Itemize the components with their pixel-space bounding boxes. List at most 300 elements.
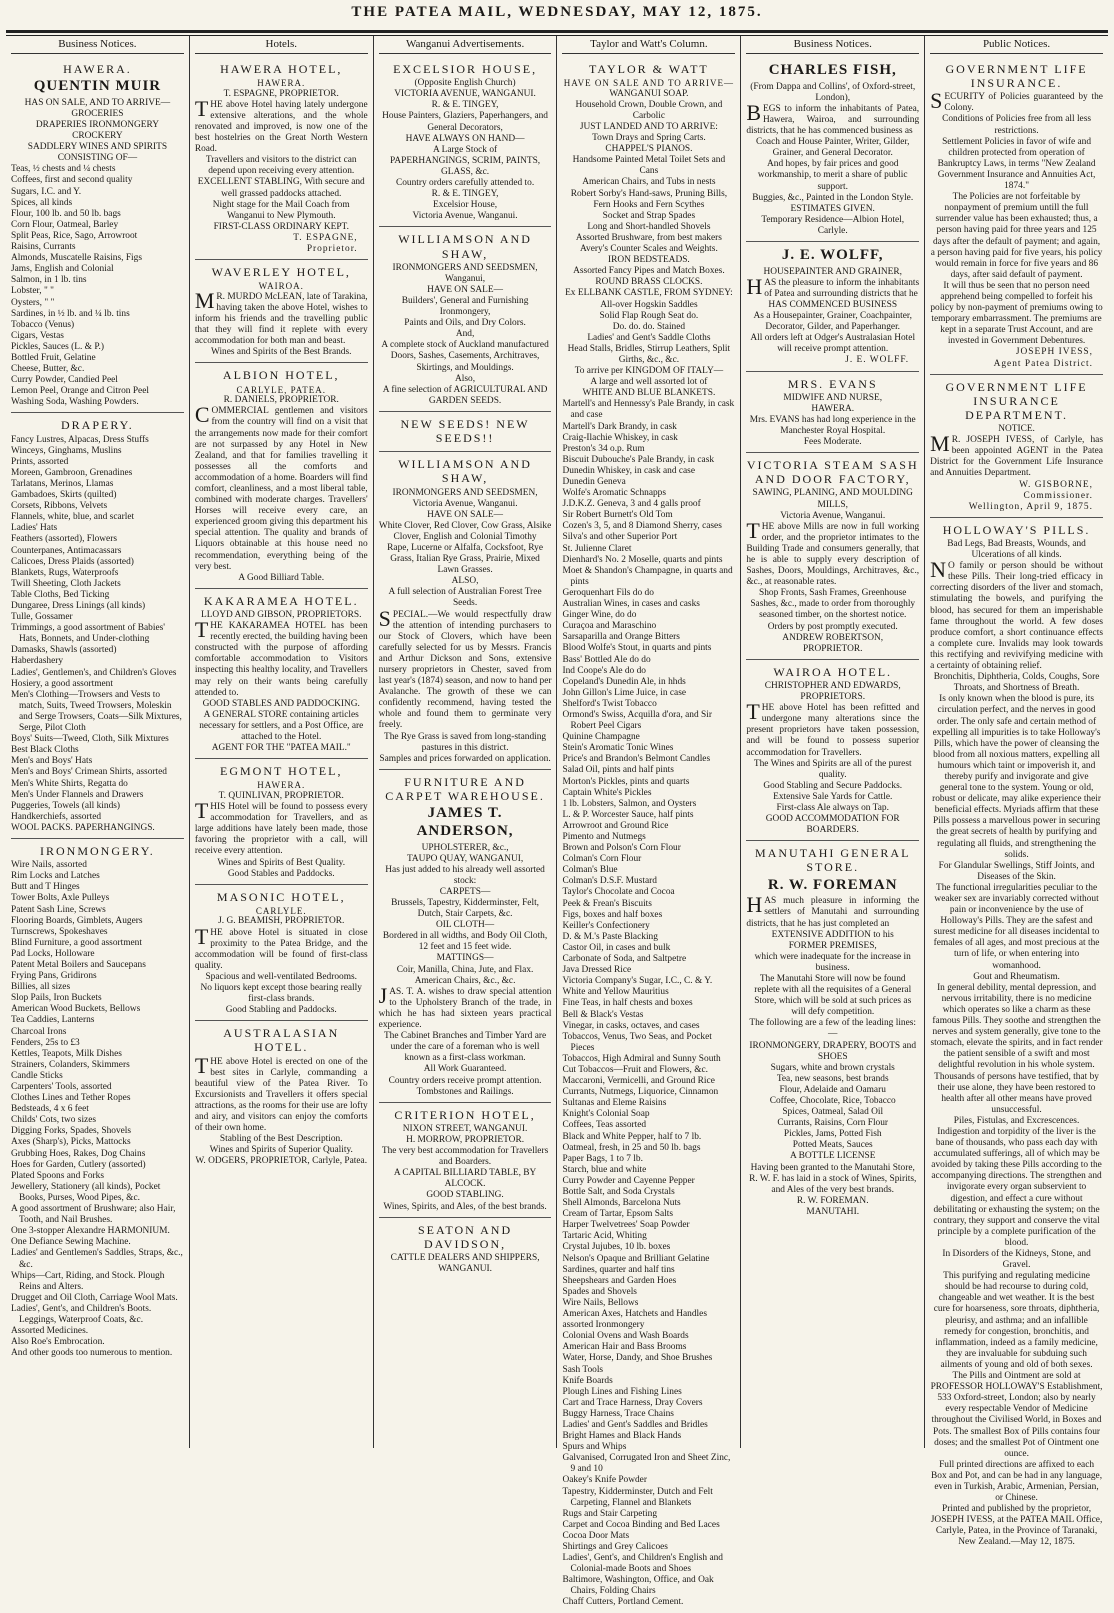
list-item: Baltimore, Washington, Office, and Oak Chairs, Folding Chairs (562, 1575, 714, 1597)
list-item: Flannels, white, blue, and scarlet (11, 512, 135, 523)
list-item: Pickles, Sauces (L. & P.) (11, 341, 104, 352)
ad-line: All Work Guaranteed. (423, 1064, 507, 1075)
list-item: A good assortment of Brushware; also Hair, Tooth, and Nail Brushes. (11, 1204, 176, 1226)
list-item: Pimento and Nutmegs (562, 832, 646, 843)
column-2 (374, 36, 558, 1448)
list-item: Knife Boards (562, 1375, 613, 1386)
ad-line: American Chairs, and Tubs in nests (582, 177, 716, 188)
list-item: Flour, 100 lb. and 50 lb. bags (11, 208, 121, 219)
column-heading: Hotels. (195, 38, 368, 54)
ad-title: GOVERNMENT LIFE INSURANCE. (945, 61, 1088, 91)
list-item: Best Black Cloths (11, 745, 79, 756)
column-heading: Business Notices. (746, 38, 919, 54)
ad-line: R. DANIELS, PROPRIETOR. (223, 395, 339, 406)
list-item: Sardines, in ½ lb. and ¼ lb. tins (11, 308, 130, 319)
advertisement (746, 372, 919, 454)
list-item: Curry Powder and Cayenne Pepper (562, 1175, 695, 1186)
list-item: Ladies', Gent's, and Children's Boots. Leggings, Waterproof Coats, &c. (11, 1303, 152, 1325)
ad-line: Wines and Spirits of Superior Quality. (209, 1145, 353, 1156)
list-item: Stein's Aromatic Tonic Wines (562, 743, 674, 754)
ad-title: WAVERLEY HOTEL, (211, 265, 351, 280)
ad-line: IRONMONGERY, DRAPERY, BOOTS and SHOES (749, 1040, 917, 1062)
list-item: Ladies' and Gent's Saddles and Bridles (562, 1419, 708, 1430)
list-item: Tulle, Gossamer (11, 612, 73, 623)
ad-line: Is only known when the blood is pure, its circulation perfect, and the nerves in good order. The only safe and certain method of expelling all impurities is to take Holloway's Pills, which have the power of cleansing the blood from all noxious matters, expelling all humours which taint or impoverish it, and thereby purify and invigorate and give general tone to the system. Young or old, robust or delicate, may alike experience their beneficial effects. Myriads affirm that these Pills possess a marvellous power in securing the great secrets of health by purifying and regulating all fluids, and strengthening the solids. (932, 694, 1102, 860)
ad-line: IRON BEDSTEADS. (608, 255, 690, 266)
list-item: Moreen, Gambroon, Grenadines (11, 467, 133, 478)
ad-line: Tombstones and Railings. (416, 1086, 514, 1097)
list-item: Trimmings, a good assortment of Babies' Hats, Bonnets, and Under-clothing (11, 623, 165, 645)
ad-line: Full printed directions are affixed to each Box and Pot, and can be had in any language, even in Turkish, Arabic, Armenian, Persian, or Chinese. (931, 1459, 1103, 1504)
ad-line: A CAPITAL BILLIARD TABLE, BY ALCOCK. (393, 1168, 537, 1190)
list-item: Oakey's Knife Powder (562, 1475, 647, 1486)
list-item: Damasks, Shawls (assorted) (11, 645, 117, 656)
ad-title: FURNITURE AND CARPET WAREHOUSE. (385, 774, 545, 803)
ad-line: The Wines and Spirits are all of the purest quality. (753, 758, 912, 780)
ad-signature: JOSEPH IVESS, (1015, 347, 1093, 358)
ad-line: Bad Legs, Bad Breasts, Wounds, and Ulcerations of all kinds. (947, 539, 1086, 561)
advertisement (746, 660, 919, 841)
ad-line: PROPRIETORS. (800, 692, 866, 703)
ad-body: HAS much pleasure in informing the settlers of Manutahi and surrounding districts, that he has just completed an (746, 892, 920, 929)
ad-line: Ex ELLBANK CASTLE, FROM SYDNEY: (565, 288, 733, 299)
ad-line: OIL CLOTH— (435, 920, 495, 931)
ad-title: SEATON AND DAVIDSON, (418, 1222, 513, 1251)
ad-body: JAS. T. A. wishes to draw special attention to the Upholstery Branch of the trade, in which he has had sixteen years practical experience. (378, 982, 552, 1031)
ad-name: CHARLES FISH, (768, 61, 897, 78)
ad-line: Potted Meats, Sauces (792, 1140, 873, 1151)
ad-line: Coach and House Painter, Writer, Gilder, Grainer, and General Decorator. (755, 137, 910, 159)
list-item: Curry Powder, Candied Peel (11, 375, 118, 386)
ad-line: The very best accommodation for Travellers and Boarders. (381, 1146, 549, 1168)
advertisement (11, 413, 184, 839)
ad-title: IRONMONGERY. (40, 843, 155, 858)
ad-line: TAUPO QUAY, WANGANUI, (406, 853, 524, 864)
ad-line: First-class Ale always on Tap. (776, 803, 889, 814)
list-item: Tapestry, Kidderminster, Dutch and Felt Carpeting, Flannel and Blankets (562, 1486, 713, 1508)
ad-line: A Large Stock of (433, 144, 498, 155)
list-item: Ladies' and Gentlemen's Saddles, Straps, &c., &c. (11, 1248, 183, 1270)
list-item: Sarsaparilla and Orange Bitters (562, 632, 680, 643)
list-item: Tarlatans, Merinos, Llamas (11, 478, 114, 489)
ad-line: Tea, new seasons, best brands (776, 1073, 889, 1084)
ad-line: Wanganui, (445, 273, 486, 284)
ad-line: Good Stabling and Secure Paddocks. (763, 780, 903, 791)
ad-line: Good Stabling and Paddocks. (225, 1005, 337, 1016)
list-item: L. & P. Worcester Sauce, half pints (562, 809, 694, 820)
list-item: Australian Wines, in cases and casks (562, 599, 700, 610)
list-item: Colman's Blue (562, 865, 618, 876)
list-item: Handkerchiefs, assorted (11, 811, 102, 822)
list-item: Java Dressed Rice (562, 965, 632, 976)
list-item: Wire Nails, Bellows (562, 1297, 639, 1308)
ad-title: HOLLOWAY'S PILLS. (942, 522, 1091, 537)
list-item: Lemon Peel, Orange and Citron Peel (11, 386, 149, 397)
list-item: Plough Lines and Fishing Lines (562, 1386, 682, 1397)
list-item: Blankets, Rugs, Waterproofs (11, 567, 119, 578)
ad-line: And hopes, by fair prices and good workmanship, to merit a share of public support. (757, 159, 908, 192)
advertisement (195, 589, 368, 759)
list-item: Black and White Pepper, half to 7 lb. (562, 1131, 702, 1142)
list-item: Keiller's Confectionery (562, 920, 650, 931)
list-item: Men's and Boys' Crimean Shirts, assorted (11, 767, 167, 778)
ad-line: The Pills and Ointment are sold at PROFESSOR HOLLOWAY'S Establishment, 533 Oxford-street, London; also by nearly every respectable Vendor of Medicine throughout the Civilised World, in Boxes and Pots. The smallest Box of Pills contains four doses; and the smallest Pot of Ointment one ounce. (930, 1371, 1103, 1459)
advertisement (379, 227, 552, 412)
ad-line: ALSO, (451, 576, 479, 587)
list-item: Men's White Shirts, Regatta do (11, 778, 128, 789)
ad-line: Coir, Manilla, China, Jute, and Flax. (396, 964, 534, 975)
ad-line: Solid Flap Rough Seat do. (599, 310, 699, 321)
list-item: Moet & Shandon's Champagne, in quarts and pints (562, 565, 733, 587)
ad-line: WANGANUI SOAP. (609, 88, 689, 99)
list-item: Bright Hames and Black Hands (562, 1431, 682, 1442)
list-item: Candle Sticks (11, 1070, 63, 1081)
ad-line: Spacious and well-ventilated Bedrooms. (205, 971, 357, 982)
ad-signature: Commissioner. (1023, 490, 1093, 501)
list-item: Arrowroot and Ground Rice (562, 820, 669, 831)
ad-line: Bronchitis, Diphtheria, Colds, Coughs, Sore Throats, and Shortness of Breath. (933, 672, 1100, 694)
ad-title: VICTORIA STEAM SASH AND DOOR FACTORY, (746, 458, 919, 487)
list-item: American Hair and Bass Brooms (562, 1342, 687, 1353)
ad-title: HAWERA. (63, 61, 132, 76)
list-item: Fancy Lustres, Alpacas, Dress Stuffs (11, 434, 149, 445)
list-item: Bass' Bottled Ale do do (562, 654, 651, 665)
ad-line: Bordered in all widths, and Body Oil Cloth, 12 feet and 15 feet wide. (382, 931, 548, 953)
list-item: Bottle Salt, and Soda Crystals (562, 1187, 675, 1198)
ad-line: IRONMONGERS AND SEEDSMEN, (392, 262, 538, 273)
ad-line: Fees Moderate. (803, 437, 862, 448)
list-item: Galvanised, Corrugated Iron and Sheet Zinc, 9 and 10 (562, 1453, 731, 1475)
list-item: Price's and Brandon's Belmont Candles (562, 754, 711, 765)
ad-body: COMMERCIAL gentlemen and visitors from the country will find on a visit that the arrangements now made for their comfort are not surpassed by any Hotel in New Zealand, and that for families travelling it possesses all the comforts and accommodation of a home. Boarders will find comfort, cleanliness, and a most liberal table, combined with moderate charges. Travellers' Horses will receive every care, an experienced groom giving this department his special attention. The quality and brands of Liquors obtainable at this house need no recommendation, everything being of the very best. (194, 402, 368, 572)
list-item: Slop Pails, Iron Buckets (11, 993, 102, 1004)
ad-line: which were inadequate for the increase in business. (754, 951, 911, 973)
list-item: Wolfe's Aromatic Schnapps (562, 488, 667, 499)
ad-line: Conditions of Policies free from all less restrictions. (942, 114, 1092, 136)
ad-line: Samples and prices forwarded on application. (379, 753, 551, 764)
advertisement (195, 260, 368, 363)
list-item: Pad Locks, Holloware (11, 948, 95, 959)
advertisement (746, 841, 919, 1222)
ad-line: Also, (455, 373, 476, 384)
ad-line: Household Crown, Double Crown, and Carbolic (575, 99, 723, 121)
ad-title: WAIROA HOTEL. (773, 664, 893, 679)
advertisement (195, 57, 368, 260)
ad-body: THE above Mills are now in full working order, and the proprietor intimates to the Building Trade and consumers generally, that he is able to supply every description of Sashes, Doors, Mouldings, Architraves, &c., &c., at reasonable rates. (746, 517, 920, 588)
list-item: Currants, Nutmegs, Liquorice, Cinnamon (562, 1087, 719, 1098)
list-item: Twill Sheeting, Cloth Jackets (11, 578, 121, 589)
masthead: THE PATEA MAIL, WEDNESDAY, MAY 12, 1875. (351, 4, 763, 20)
column-4 (741, 36, 925, 1448)
ad-subtitle: HAVE ON SALE AND TO ARRIVE— (563, 78, 735, 89)
list-item: Patent Sash Line, Screws (11, 904, 106, 915)
ad-line: No liquors kept except those bearing really first-class brands. (200, 983, 362, 1005)
ad-line: The Rye Grass is saved from long-standing pastures in this district. (384, 731, 547, 753)
ad-line: A Good Billiard Table. (238, 572, 325, 583)
ad-line: Travellers and visitors to the district can depend upon receiving every attention. (205, 155, 357, 177)
list-item: Assorted Medicines. (11, 1326, 89, 1337)
list-item: Childs' Cots, two sizes (11, 1115, 97, 1126)
ad-line: R. W. FOREMAN. (796, 1195, 869, 1206)
ad-body: HAS the pleasure to inform the inhabitants of Patea and surrounding districts that he (746, 273, 920, 299)
ad-line: (Opposite English Church) (414, 78, 516, 89)
advertisement (379, 1218, 552, 1280)
ad-line: PAPERHANGINGS, SCRIM, PAINTS, GLASS, &c. (390, 155, 541, 177)
list-item: Lobster, " " (11, 286, 54, 297)
ad-line: Flour, Adelaide and Oamaru (779, 1084, 886, 1095)
list-item: Captain White's Pickles (562, 787, 652, 798)
list-item: Table Cloths, Bed Ticking (11, 589, 110, 600)
list-item: Bedsteads, 4 x 6 feet (11, 1104, 89, 1115)
list-item: Cut Tobaccos—Fruit and Flowers, &c. (562, 1064, 708, 1075)
list-item: Flooring Boards, Gimblets, Augers (11, 915, 143, 926)
list-item: Colonial Ovens and Wash Boards (562, 1331, 689, 1342)
list-item: Sheepshears and Garden Hoes (562, 1275, 677, 1286)
ad-title: WILLIAMSON AND SHAW, (398, 457, 532, 486)
list-item: Paper Bags, 1 to 7 lb. (562, 1153, 643, 1164)
ad-line: Piles, Fistulas, and Excrescences. (953, 1115, 1080, 1126)
ad-line: HAVE ALWAYS ON HAND— (405, 133, 525, 144)
ad-line: Town Drays and Spring Carts. (592, 133, 706, 144)
ad-name: J. E. WOLFF, (781, 246, 884, 263)
list-item: Cheese, Butter, &c. (11, 364, 85, 375)
list-item: And other goods too numerous to mention. (11, 1348, 173, 1359)
list-item: Martell's Dark Brandy, in cask (562, 421, 677, 432)
advertisement (379, 57, 552, 227)
list-item: Brown and Polson's Corn Flour (562, 843, 681, 854)
ad-line: White Clover, Red Clover, Cow Grass, Alsike Clover, English and Colonial Timothy (378, 520, 552, 542)
ad-line: A complete stock of Auckland manufactured Doors, Sashes, Casements, Architraves, Skirtings, and Mouldings. (381, 340, 549, 373)
ad-line: GOOD STABLING. (426, 1190, 504, 1201)
list-item: Oysters, " " (11, 297, 55, 308)
ad-title: NEW SEEDS! NEW SEEDS!! (400, 416, 530, 446)
ad-line: FIRST-CLASS ORDINARY KEPT. (213, 221, 349, 232)
list-item: Colman's D.S.F. Mustard (562, 876, 657, 887)
list-item: Digging Forks, Spades, Shovels (11, 1126, 132, 1137)
ad-line: Orders by post promptly executed. (767, 621, 898, 632)
ad-line: Victoria Avenue, Wanganui. (780, 510, 886, 521)
list-item: Hosiery, a good assortment (11, 678, 113, 689)
ad-line: Night stage for the Mail Coach from Wanganui to New Plymouth. (212, 199, 350, 221)
advertisement (930, 375, 1103, 518)
list-item: Biscuit Dubouche's Pale Brandy, in cask (562, 454, 715, 465)
ad-line: HAS ON SALE, AND TO ARRIVE— (24, 97, 171, 108)
ad-line: T. QUINLIVAN, PROPRIETOR. (218, 790, 344, 801)
list-item: One 3-stopper Alexandre HARMONIUM. (11, 1226, 170, 1237)
ad-signature: Wellington, April 9, 1875. (968, 501, 1093, 512)
ad-line: Coffee, Chocolate, Rice, Tobacco (769, 1096, 896, 1106)
advertisement (195, 759, 368, 885)
advertisement (930, 57, 1103, 375)
ad-line: All-over Hogskin Saddles (600, 299, 698, 310)
ad-line: Indigestion and torpidity of the liver is the bane of thousands, who pass each day with accumulated sufferings, all of which may be avoided by taking these Pills according to the accompanying directions. The strengthen and invigorate every organ subservient to digestion, and effect a cure without debilitating or exhausting the system; on the contrary, they support and conserve the vital principle by a complete purification of the blood. (931, 1126, 1102, 1248)
ad-body: MR. JOSEPH IVESS, of Carlyle, has been appointed AGENT in the Patea District for the Government Life Insurance and Annuities Department. (930, 431, 1103, 479)
ad-title: MANUTAHI GENERAL STORE. (755, 846, 911, 875)
list-item: Sir Robert Burnett's Old Tom (562, 510, 673, 521)
ad-title: AUSTRALASIAN HOTEL. (223, 1026, 340, 1055)
ad-line: SADDLERY WINES AND SPIRITS (27, 142, 168, 153)
list-item: Winceys, Ginghams, Muslins (11, 445, 122, 456)
ad-body: THE above Hotel having lately undergone extensive alterations, and the whole renovated and improved, is now one of the best hostelries on the Great North Western Road. (194, 95, 368, 155)
list-item: Kettles, Teapots, Milk Dishes (11, 1048, 122, 1059)
ad-line: R. & E. TINGEY, (431, 189, 499, 200)
ad-line: CONSISTING OF— (57, 153, 138, 164)
advertisement (746, 242, 919, 372)
list-item: Feathers (assorted), Flowers (11, 534, 117, 545)
list-item: Ormond's Swiss, Acquilla d'ora, and Sir Robert Peel Cigars (562, 709, 712, 732)
list-item: Clothes Lines and Tether Ropes (11, 1093, 131, 1104)
list-item: Calicoes, Dress Plaids (assorted) (11, 556, 134, 567)
ad-body: THE above Hotel is erected on one of the best sites in Carlyle, commanding a beautiful view of the Patea River. To Excursionists and Travellers it offers special attractions, as the rooms for their use are lofty and airy, and visitors can enjoy the comforts of their own home. (194, 1052, 368, 1134)
ad-title: MASONIC HOTEL, (216, 889, 346, 904)
ad-line: NIXON STREET, WANGANUI. (402, 1123, 528, 1134)
list-item: Men's Under Flannels and Drawers (11, 789, 144, 800)
list-item: Martell's and Hennessy's Pale Brandy, in cask and case (562, 399, 735, 421)
ad-subtitle: CARLYLE, PATEA. (236, 384, 326, 395)
ad-name: QUENTIN MUIR (33, 78, 162, 95)
list-item: Cart and Trace Harness, Dray Covers (562, 1397, 703, 1408)
list-item: Maccaroni, Vermicelli, and Ground Rice (562, 1076, 715, 1087)
ad-line: Victoria Avenue, Wanganui. (412, 211, 518, 222)
ad-line: Excelsior House, (433, 200, 498, 211)
list-item: Fenders, 25s to £3 (11, 1037, 80, 1048)
ad-subtitle: CARLYLE. (255, 905, 307, 916)
list-item: Prints, assorted (11, 456, 69, 467)
column-heading: Taylor and Watt's Column. (562, 38, 735, 54)
list-item: Morton's Pickles, pints and quarts (562, 776, 690, 787)
advertisement (195, 885, 368, 1022)
ad-line: ROUND BRASS CLOCKS. (595, 277, 703, 288)
list-item: Charcoal Irons (11, 1026, 67, 1037)
ad-line: A large and well assorted lot of (590, 377, 708, 388)
ad-line: It will thus be seen that no person need apprehend being compelled to forfeit his policy by non-payment of premiums owing to temporary embarrassment. The premiums are kept in a separate Trust Account, and are invested in Government Debentures. (930, 280, 1103, 347)
ad-line: House Painters, Glaziers, Paperhangers, and General Decorators, (382, 111, 548, 133)
ad-line: PROPRIETOR. (802, 643, 863, 654)
ad-line: Temporary Residence—Albion Hotel, Carlyle. (761, 214, 905, 236)
list-item: Gambadoes, Skirts (quilted) (11, 490, 117, 501)
list-item: Preston's 34 o.p. Rum (562, 443, 645, 454)
list-item: Sardines, quarter and half tins (562, 1264, 675, 1275)
list-item: Blind Furniture, a good assortment (11, 937, 142, 948)
column-heading: Wanganui Advertisements. (379, 38, 552, 54)
list-item: Ladies', Gentlemen's, and Children's Gloves (11, 667, 177, 678)
ad-line: HAVE ON SALE— (427, 284, 503, 295)
list-item: Silva's and other Superior Port (562, 532, 678, 543)
list-item: Harper Twelvetrees' Soap Powder (562, 1220, 690, 1231)
list-item: Jams, English and Colonial (11, 264, 114, 275)
ad-line: H. MORROW, PROPRIETOR. (406, 1134, 525, 1145)
list-item: Sugars, I.C. and Y. (11, 186, 82, 197)
ad-line: Head Stalls, Bridles, Stirrup Leathers, Split Girths, &c., &c. (567, 343, 731, 365)
list-item: Knight's Colonial Soap (562, 1109, 650, 1120)
list-item: Starch, blue and white (562, 1164, 647, 1175)
ad-line: A BOTTLE LICENSE (790, 1151, 876, 1162)
ad-line: Assorted Fancy Pipes and Match Boxes. (573, 266, 725, 277)
list-item: John Gillon's Lime Juice, in case (562, 687, 687, 698)
ad-line: Shop Fronts, Sash Frames, Greenhouse Sashes, &c., made to order from thoroughly seasoned timber, on the shortest notice. (750, 588, 916, 621)
list-item: Dungaree, Dress Linings (all kinds) (11, 601, 146, 611)
advertisement (379, 412, 552, 452)
ad-line: Printed and published by the proprietor, JOSEPH IVESS, at the PATEA MAIL Office, Carlyle, Patea, in the Province of Taranaki, New Zealand.—May 12, 1875. (930, 1504, 1103, 1548)
list-item: Dunedin Geneva (562, 477, 626, 488)
list-item: Tartaric Acid, Whiting (562, 1231, 647, 1242)
ad-title: HAWERA HOTEL, (220, 61, 343, 76)
list-item: Cocoa Door Mats (562, 1530, 630, 1541)
column-1 (190, 36, 374, 1448)
list-item: Victoria Company's Sugar, I.C., C. & Y. (562, 976, 713, 987)
ad-line: As a Housepainter, Grainer, Coachpainter, Decorator, Gilder, and Paperhanger. (753, 311, 912, 333)
advertisement (930, 518, 1103, 1553)
ad-line: MATTINGS— (436, 953, 494, 964)
list-item: Jewellery, Stationery (all kinds), Pocket Books, Purses, Wood Pipes, &c. (11, 1181, 161, 1203)
ad-line: The Cabinet Branches and Timber Yard are under the care of a foreman who is well known as a first-class workman. (383, 1031, 547, 1064)
ad-title: CRITERION HOTEL, (394, 1107, 536, 1122)
ad-body: NO family or person should be without these Pills. Their long-tried efficacy in correcting disorders of the liver and stomach, stimulating the bowels, and purifying the blood, has secured for them an imperishable fame throughout the world. A few doses produce comfort, a short continuance effects a complete cure. Invalids may look towards this rectifying and revivifying medicine with a certainty of obtaining relief. (930, 557, 1103, 672)
list-item: Fine Teas, in half chests and boxes (562, 998, 693, 1009)
ad-line: The Manutahi Store will now be found replete with all the requisites of a General Store, which will be sold at such prices as will defy competition. (754, 973, 912, 1018)
ad-line: A full selection of Australian Forest Tree Seeds. (388, 587, 542, 609)
list-item: American Wood Buckets, Bellows (11, 1004, 141, 1015)
column-0 (6, 36, 190, 1448)
list-item: Bottled Fruit, Gelatine (11, 352, 96, 363)
ad-line: HOUSEPAINTER AND GRAINER, (763, 266, 902, 277)
list-item: Spices, all kinds (11, 197, 73, 208)
ad-signature: T. ESPAGNE, (293, 232, 358, 243)
ad-title: ALBION HOTEL, (222, 368, 340, 383)
advertisement (562, 57, 735, 1613)
list-item: St. Julienne Claret (562, 543, 632, 554)
ad-title: EXCELSIOR HOUSE, (393, 61, 538, 76)
list-item: Spurs and Whips (562, 1442, 627, 1453)
ad-body: BEGS to inform the inhabitants of Patea, Hawera, Wairoa, and surrounding districts, that he has commenced business as (746, 99, 920, 137)
ad-line: Wines, Spirits, and Ales, of the best brands. (383, 1201, 547, 1212)
ad-line: CHRISTOPHER AND EDWARDS, (764, 681, 901, 691)
ad-line: The functional irregularities peculiar to the weaker sex are invariably corrected without pain or inconvenience by the use of Holloway's Pills. They are the safest and surest medicine for all diseases incidental to females of all ages, and most precious at the turn of life, or when entering into womanhood. (933, 882, 1100, 971)
ad-line: LLOYD AND GIBSON, PROPRIETORS. (200, 609, 362, 620)
advertisement (379, 770, 552, 1103)
ad-subtitle: WAIROA. (258, 281, 304, 292)
ad-line: Long and Short-handled Shovels (587, 221, 711, 232)
list-item: Water, Horse, Dandy, and Shoe Brushes (562, 1353, 713, 1364)
list-item: Whips—Cart, Riding, and Stock. Plough Reins and Alters. (11, 1270, 165, 1292)
ad-body: THIS Hotel will be found to possess every accommodation for Travellers, and as large additions have lately been made, those favoring the proprietor with a call, will receive every attention. (194, 798, 368, 857)
ad-line: MANUTAHI. (806, 1206, 860, 1217)
ad-line: Currants, Raisins, Corn Flour (777, 1118, 889, 1129)
ad-title: TAYLOR & WATT (589, 61, 709, 76)
list-item: Chaff Cutters, Portland Cement. (562, 1597, 684, 1608)
ad-line: In general debility, mental depression, and nervous irritability, there is no medicine which operates so like a charm as these famous Pills. They soothe and strengthen the nerves and system generally, give tone to the stomach, elevate the spirits, and in fact render the patient sensible of a swift and most delightful revolution in his whole system. Thousands of persons have testified, that by their use alone, they have been restored to health after all other means have proved unsuccessful. (930, 982, 1103, 1115)
column-5 (925, 36, 1108, 1548)
ad-line: WANGANUI. (438, 1264, 493, 1274)
ad-line: ESTIMATES GIVEN. (790, 203, 875, 214)
ad-name: JAMES T. ANDERSON, (416, 805, 514, 839)
ad-line: WHITE AND BLUE BLANKETS. (582, 388, 716, 399)
ad-line: Gout and Rheumatism. (973, 971, 1060, 982)
ad-line: A fine selection of AGRICULTURAL AND GARDEN SEEDS. (382, 384, 548, 406)
list-item: Haberdashery (11, 656, 64, 667)
list-item: Tower Bolts, Axle Pulleys (11, 893, 110, 904)
ad-signature: J. E. WOLFF. (845, 355, 910, 366)
ad-line: EXCELLENT STABLING, With secure and well grassed paddocks attached. (197, 177, 365, 199)
list-item: Rugs and Stair Carpeting (562, 1508, 658, 1519)
ad-signature: Proprietor. (306, 244, 358, 255)
ad-line: Settlement Policies in favor of wife and children protected from operation of Bankruptcy Laws, in terms "New Zealand Government Insurance and Annuities Act, 1874." (937, 136, 1096, 192)
ad-line: Socket and Strap Spades (602, 210, 696, 221)
list-item: 1 lb. Lobsters, Salmon, and Oysters (562, 798, 697, 809)
list-item: Turnscrews, Spokeshaves (11, 926, 108, 937)
list-item: Cozen's 3, 5, and 8 Diamond Sherry, cases (562, 521, 722, 532)
ad-line: Brussels, Tapestry, Kidderminster, Felt, Dutch, Stair Carpets, &c. (391, 898, 540, 920)
